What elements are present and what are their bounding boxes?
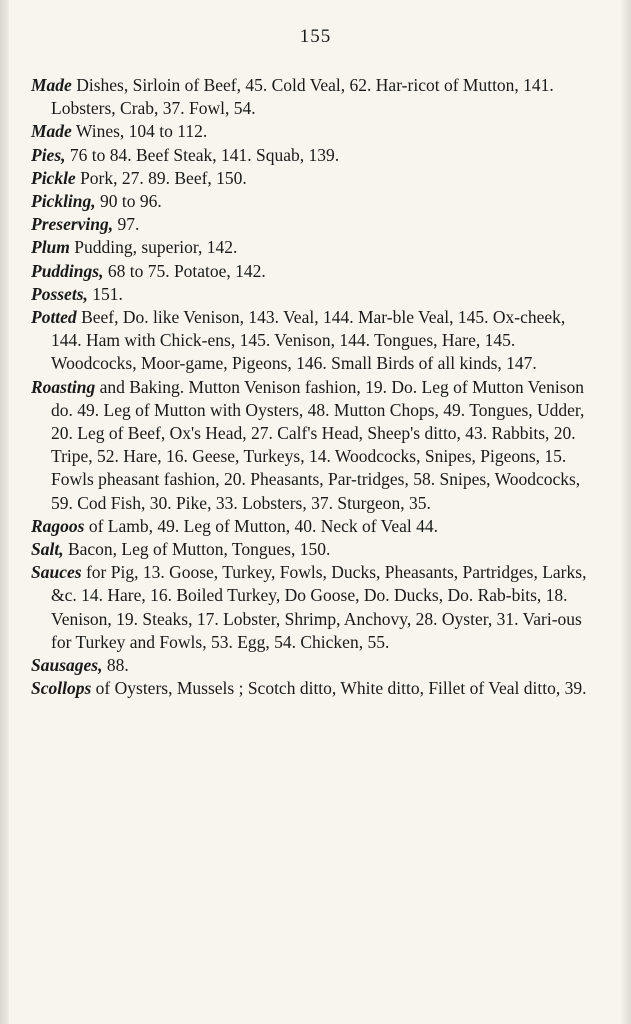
entry-text: of Oysters, Mussels ; Scotch ditto, White ditto, Fillet of Veal ditto, 39. [91, 678, 587, 699]
entry-head: Preserving, [31, 214, 114, 235]
page-number: 155 [299, 26, 332, 47]
entry-head: Sausages, [31, 655, 103, 676]
entry-text: 68 to 75. Potatoe, 142. [103, 260, 266, 281]
entry-text: 76 to 84. Beef Steak, 141. Squab, 139. [65, 144, 340, 165]
entry-head: Made [31, 121, 72, 142]
entry-text: of Lamb, 49. Leg of Mutton, 40. Neck of Veal 44. [84, 515, 438, 536]
entry-head: Scollops [31, 678, 92, 699]
entry-head: Pickle [31, 167, 76, 188]
index-entry [31, 74, 591, 120]
index-entry [31, 260, 591, 283]
entry-head: Salt, [31, 539, 64, 560]
entry-head: Ragoos [31, 515, 85, 536]
index-entry [31, 561, 591, 654]
entry-head: Potted [31, 307, 77, 328]
index-entry [31, 538, 591, 561]
index-entry [31, 283, 591, 306]
entry-text: for Pig, 13. Goose, Turkey, Fowls, Ducks, Pheasants, Partridges, Larks, &c. 14. Hare, 16. Boiled Turkey, Do Goose, Do. Ducks, Do. Rab-bits, 18. Venison, 19. Steaks, 17. Lobster, Shrimp, Anchovy, 28. Oyster, 31. Vari-ous for Turkey and Fowls, 53. Egg, 54. Chicken, 55. [51, 562, 587, 652]
page-edge-left [0, 0, 9, 1024]
index-entry [31, 654, 591, 677]
index-entry [31, 213, 591, 236]
entry-head: Sauces [31, 562, 82, 583]
entry-text: 90 to 96. [95, 191, 162, 212]
entry-text: 151. [87, 283, 123, 304]
entry-text: 88. [102, 655, 129, 676]
index-entries [31, 74, 591, 700]
entry-text: Beef, Do. like Venison, 143. Veal, 144. Mar-ble Veal, 145. Ox-cheek, 144. Ham with Chick-ens, 145. Venison, 144. Tongues, Hare, 145. Woodcocks, Moor-game, Pigeons, 146. Small Birds of all kinds, 147. [51, 307, 566, 374]
entry-text: and Baking. Mutton Venison fashion, 19. Do. Leg of Mutton Venison do. 49. Leg of Mutton with Oysters, 48. Mutton Chops, 49. Tongues, Udder, 20. Leg of Beef, Ox's Head, 27. Calf's Head, Sheep's ditto, 43. Rabbits, 20. Tripe, 52. Hare, 16. Geese, Turkeys, 14. Woodcocks, Snipes, Pigeons, 15. Fowls pheasant fashion, 20. Pheasants, Par-tridges, 58. Snipes, Woodcocks, 59. Cod Fish, 30. Pike, 33. Lobsters, 37. Sturgeon, 35. [51, 376, 585, 513]
page-edge-right [621, 0, 631, 1024]
entry-head: Made [31, 75, 72, 95]
index-entry [31, 515, 591, 538]
entry-text: Dishes, Sirloin of Beef, 45. Cold Veal, 62. Har-ricot of Mutton, 141. Lobsters, Crab, 37. Fowl, 54. [51, 75, 554, 119]
entry-text: Wines, 104 to 112. [71, 121, 208, 142]
index-entry [31, 677, 591, 700]
entry-text: Pudding, superior, 142. [69, 237, 238, 258]
index-entry [31, 190, 591, 213]
entry-head: Pickling, [31, 191, 96, 212]
entry-text: Pork, 27. 89. Beef, 150. [75, 167, 247, 188]
entry-head: Roasting [31, 376, 96, 397]
index-entry [31, 167, 591, 190]
index-entry [31, 306, 591, 376]
index-entry [31, 376, 591, 515]
entry-text: 97. [113, 214, 140, 235]
index-entry [31, 120, 591, 143]
entry-head: Plum [31, 237, 70, 258]
entry-text: Bacon, Leg of Mutton, Tongues, 150. [63, 539, 331, 560]
entry-head: Pies, [31, 144, 66, 165]
entry-head: Possets, [31, 283, 88, 304]
index-entry [31, 236, 591, 259]
index-entry [31, 144, 591, 167]
entry-head: Puddings, [31, 260, 104, 281]
